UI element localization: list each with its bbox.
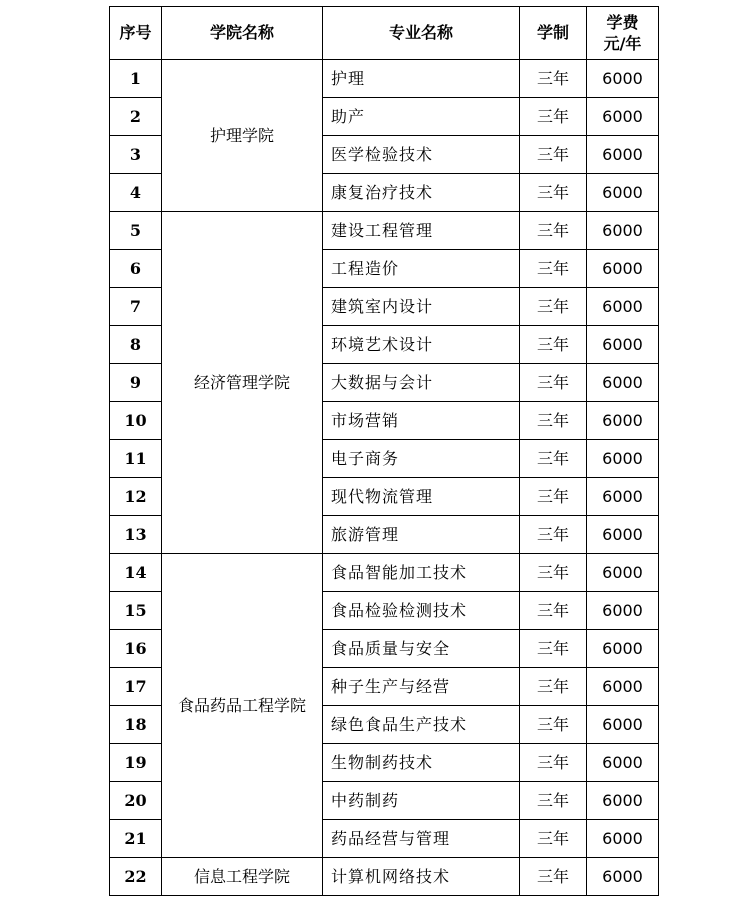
row-major: 电子商务 xyxy=(323,440,520,478)
row-fee: 6000 xyxy=(587,402,659,440)
row-duration: 三年 xyxy=(520,326,587,364)
row-seq: 17 xyxy=(110,668,162,706)
row-duration: 三年 xyxy=(520,364,587,402)
row-fee: 6000 xyxy=(587,706,659,744)
row-seq: 20 xyxy=(110,782,162,820)
row-fee: 6000 xyxy=(587,744,659,782)
row-duration: 三年 xyxy=(520,288,587,326)
row-seq: 9 xyxy=(110,364,162,402)
row-seq: 10 xyxy=(110,402,162,440)
row-major: 市场营销 xyxy=(323,402,520,440)
row-seq: 18 xyxy=(110,706,162,744)
row-duration: 三年 xyxy=(520,516,587,554)
row-major: 计算机网络技术 xyxy=(323,858,520,896)
row-fee: 6000 xyxy=(587,592,659,630)
college-cell: 食品药品工程学院 xyxy=(162,554,323,858)
row-duration: 三年 xyxy=(520,820,587,858)
row-seq: 21 xyxy=(110,820,162,858)
header-fee-line1: 学费 xyxy=(606,13,639,32)
row-duration: 三年 xyxy=(520,212,587,250)
table-row xyxy=(110,60,659,98)
row-major: 食品质量与安全 xyxy=(323,630,520,668)
college-cell: 护理学院 xyxy=(162,60,323,212)
row-seq: 1 xyxy=(110,60,162,98)
row-fee: 6000 xyxy=(587,554,659,592)
row-duration: 三年 xyxy=(520,60,587,98)
row-major: 生物制药技术 xyxy=(323,744,520,782)
row-seq: 13 xyxy=(110,516,162,554)
row-duration: 三年 xyxy=(520,744,587,782)
row-major: 建设工程管理 xyxy=(323,212,520,250)
row-fee: 6000 xyxy=(587,288,659,326)
row-fee: 6000 xyxy=(587,440,659,478)
row-seq: 22 xyxy=(110,858,162,896)
header-seq: 序号 xyxy=(110,7,162,60)
row-duration: 三年 xyxy=(520,706,587,744)
row-fee: 6000 xyxy=(587,668,659,706)
row-seq: 14 xyxy=(110,554,162,592)
header-row xyxy=(110,7,659,60)
row-major: 医学检验技术 xyxy=(323,136,520,174)
row-duration: 三年 xyxy=(520,554,587,592)
row-duration: 三年 xyxy=(520,478,587,516)
row-fee: 6000 xyxy=(587,212,659,250)
row-fee: 6000 xyxy=(587,98,659,136)
row-major: 食品智能加工技术 xyxy=(323,554,520,592)
row-major: 康复治疗技术 xyxy=(323,174,520,212)
row-seq: 16 xyxy=(110,630,162,668)
row-major: 助产 xyxy=(323,98,520,136)
row-duration: 三年 xyxy=(520,402,587,440)
college-cell: 经济管理学院 xyxy=(162,212,323,554)
row-seq: 7 xyxy=(110,288,162,326)
row-major: 种子生产与经营 xyxy=(323,668,520,706)
row-major: 建筑室内设计 xyxy=(323,288,520,326)
row-major: 护理 xyxy=(323,60,520,98)
row-major: 旅游管理 xyxy=(323,516,520,554)
row-fee: 6000 xyxy=(587,820,659,858)
college-cell: 信息工程学院 xyxy=(162,858,323,896)
row-major: 环境艺术设计 xyxy=(323,326,520,364)
row-seq: 11 xyxy=(110,440,162,478)
row-seq: 6 xyxy=(110,250,162,288)
row-duration: 三年 xyxy=(520,174,587,212)
row-duration: 三年 xyxy=(520,98,587,136)
row-fee: 6000 xyxy=(587,60,659,98)
row-duration: 三年 xyxy=(520,668,587,706)
row-seq: 8 xyxy=(110,326,162,364)
row-seq: 19 xyxy=(110,744,162,782)
row-fee: 6000 xyxy=(587,478,659,516)
row-seq: 3 xyxy=(110,136,162,174)
row-seq: 2 xyxy=(110,98,162,136)
row-major: 绿色食品生产技术 xyxy=(323,706,520,744)
header-major: 专业名称 xyxy=(323,7,520,60)
table-row xyxy=(110,858,659,896)
row-fee: 6000 xyxy=(587,858,659,896)
row-duration: 三年 xyxy=(520,630,587,668)
row-duration: 三年 xyxy=(520,858,587,896)
header-fee-line2: 元/年 xyxy=(603,34,642,53)
row-duration: 三年 xyxy=(520,782,587,820)
row-major: 中药制药 xyxy=(323,782,520,820)
row-duration: 三年 xyxy=(520,136,587,174)
header-duration: 学制 xyxy=(520,7,587,60)
header-college: 学院名称 xyxy=(162,7,323,60)
row-seq: 4 xyxy=(110,174,162,212)
row-fee: 6000 xyxy=(587,174,659,212)
row-major: 现代物流管理 xyxy=(323,478,520,516)
row-duration: 三年 xyxy=(520,440,587,478)
tuition-table xyxy=(109,6,659,896)
row-fee: 6000 xyxy=(587,782,659,820)
row-fee: 6000 xyxy=(587,250,659,288)
row-fee: 6000 xyxy=(587,630,659,668)
row-duration: 三年 xyxy=(520,592,587,630)
table-row xyxy=(110,212,659,250)
row-major: 工程造价 xyxy=(323,250,520,288)
row-fee: 6000 xyxy=(587,516,659,554)
row-major: 大数据与会计 xyxy=(323,364,520,402)
row-seq: 5 xyxy=(110,212,162,250)
row-major: 食品检验检测技术 xyxy=(323,592,520,630)
table-row xyxy=(110,554,659,592)
row-fee: 6000 xyxy=(587,326,659,364)
row-fee: 6000 xyxy=(587,136,659,174)
row-major: 药品经营与管理 xyxy=(323,820,520,858)
row-seq: 15 xyxy=(110,592,162,630)
row-duration: 三年 xyxy=(520,250,587,288)
row-fee: 6000 xyxy=(587,364,659,402)
row-seq: 12 xyxy=(110,478,162,516)
header-fee xyxy=(587,7,659,60)
